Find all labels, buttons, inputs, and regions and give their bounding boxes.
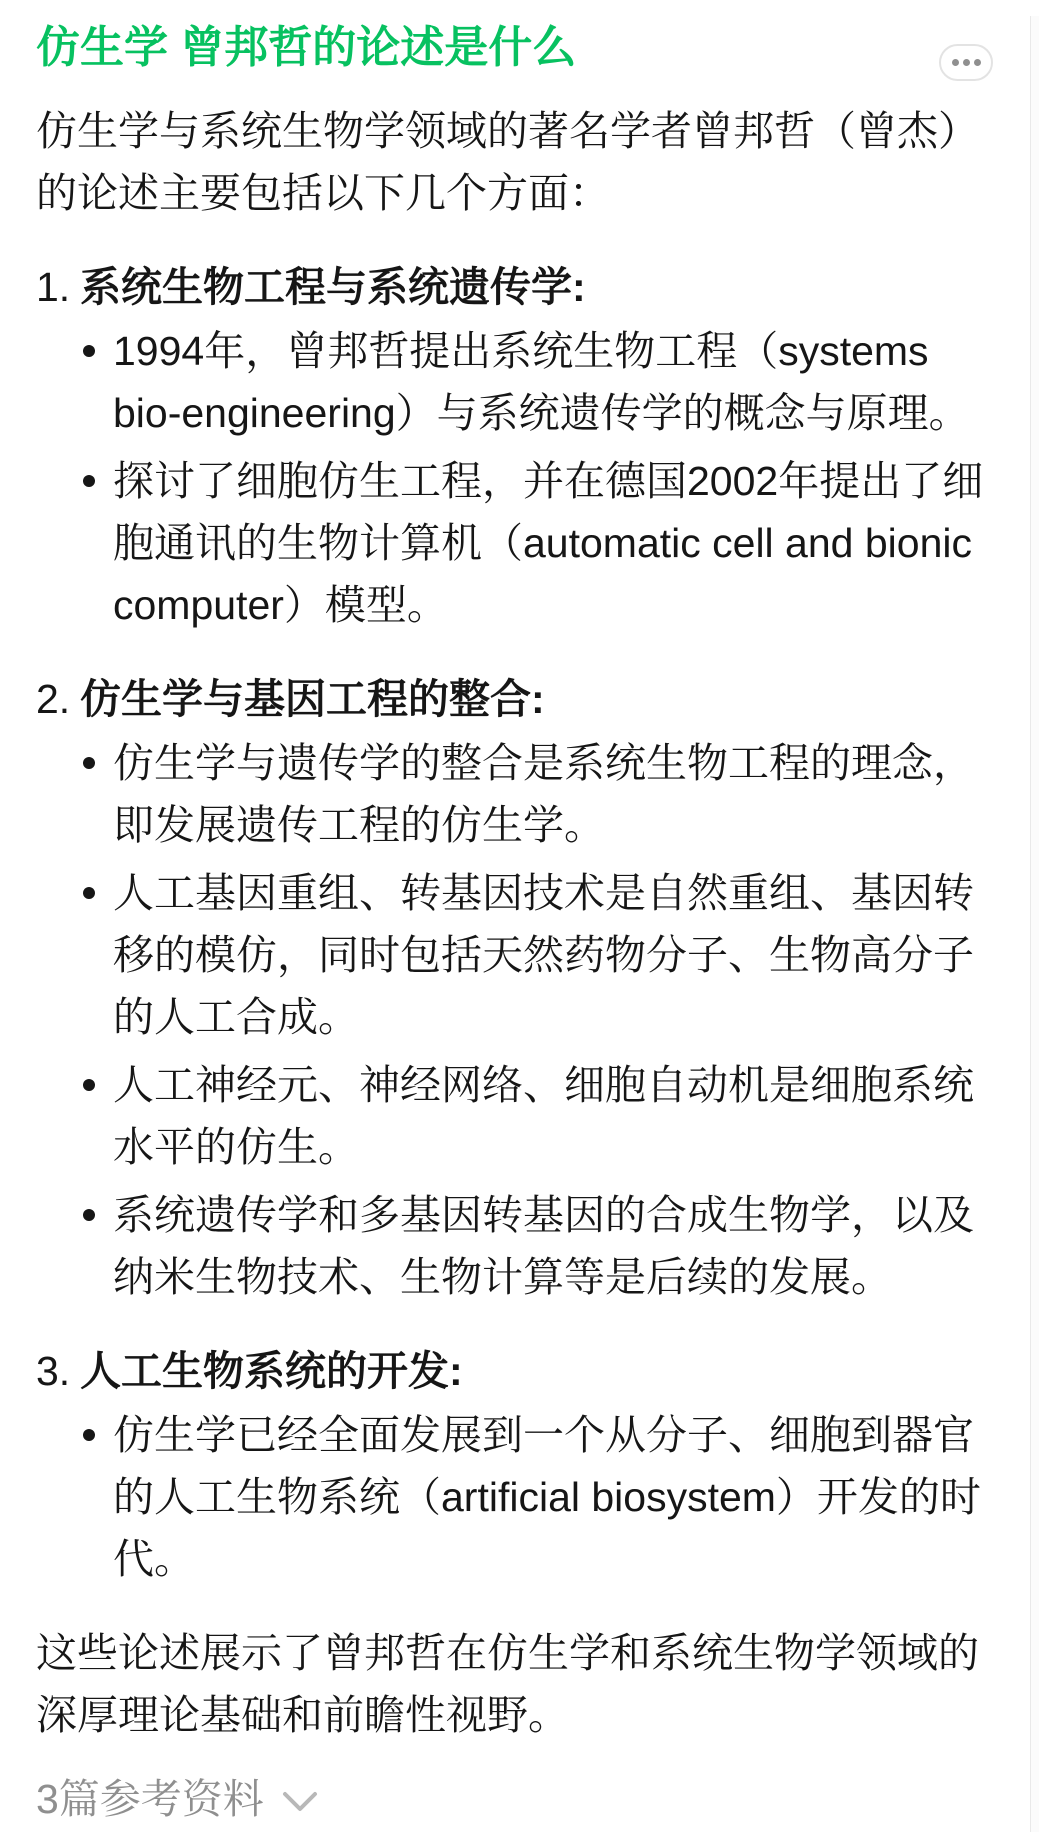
bullet-item: 仿生学已经全面发展到一个从分子、细胞到器官的人工生物系统（artificial biosystem）开发的时代。 xyxy=(36,1404,990,1590)
bullet-item: 系统遗传学和多基因转基因的合成生物学，以及纳米生物技术、生物计算等是后续的发展。 xyxy=(36,1184,990,1308)
answer-intro: 仿生学与系统生物学领域的著名学者曾邦哲（曾杰）的论述主要包括以下几个方面： xyxy=(36,108,979,216)
bullet-list xyxy=(36,320,990,636)
chevron-down-icon xyxy=(282,1790,318,1814)
bullet-item: 人工基因重组、转基因技术是自然重组、基因转移的模仿，同时包括天然药物分子、生物高分子的人工合成。 xyxy=(36,862,990,1048)
section-number: 1. xyxy=(36,264,71,310)
section-number: 3. xyxy=(36,1348,71,1394)
section-number: 2. xyxy=(36,676,71,722)
ellipsis-icon xyxy=(952,59,981,66)
answer-section-3 xyxy=(36,1340,990,1590)
panel-edge-strip xyxy=(1031,16,1039,1832)
answer-section-1 xyxy=(36,256,990,636)
bullet-item: 探讨了细胞仿生工程，并在德国2002年提出了细胞通讯的生物计算机（automatic cell and bionic computer）模型。 xyxy=(36,450,990,636)
section-title: 仿生学与基因工程的整合: xyxy=(80,676,545,722)
dot xyxy=(952,59,959,66)
dot xyxy=(963,59,970,66)
bullet-list xyxy=(36,1404,990,1590)
answer-conclusion: 这些论述展示了曾邦哲在仿生学和系统生物学领域的深厚理论基础和前瞻性视野。 xyxy=(36,1630,979,1738)
dot xyxy=(974,59,981,66)
bullet-item: 人工神经元、神经网络、细胞自动机是细胞系统水平的仿生。 xyxy=(36,1054,990,1178)
question-title: 仿生学 曾邦哲的论述是什么 xyxy=(36,23,577,72)
references-label: 3篇参考资料 xyxy=(36,1776,264,1822)
answer-section-2 xyxy=(36,668,990,1308)
section-title: 系统生物工程与系统遗传学: xyxy=(80,264,586,310)
answer-page xyxy=(0,16,1039,1832)
bullet-list xyxy=(36,732,990,1308)
section-heading xyxy=(36,1340,990,1402)
references-toggle[interactable] xyxy=(36,1768,990,1830)
bullet-item: 1994年，曾邦哲提出系统生物工程（systems bio-engineering）与系统遗传学的概念与原理。 xyxy=(36,320,990,444)
section-title: 人工生物系统的开发: xyxy=(80,1348,463,1394)
section-heading xyxy=(36,256,990,318)
bullet-item: 仿生学与遗传学的整合是系统生物工程的理念，即发展遗传工程的仿生学。 xyxy=(36,732,990,856)
more-button[interactable] xyxy=(939,44,993,81)
panel-edge-line xyxy=(1030,16,1031,1832)
section-heading xyxy=(36,668,990,730)
